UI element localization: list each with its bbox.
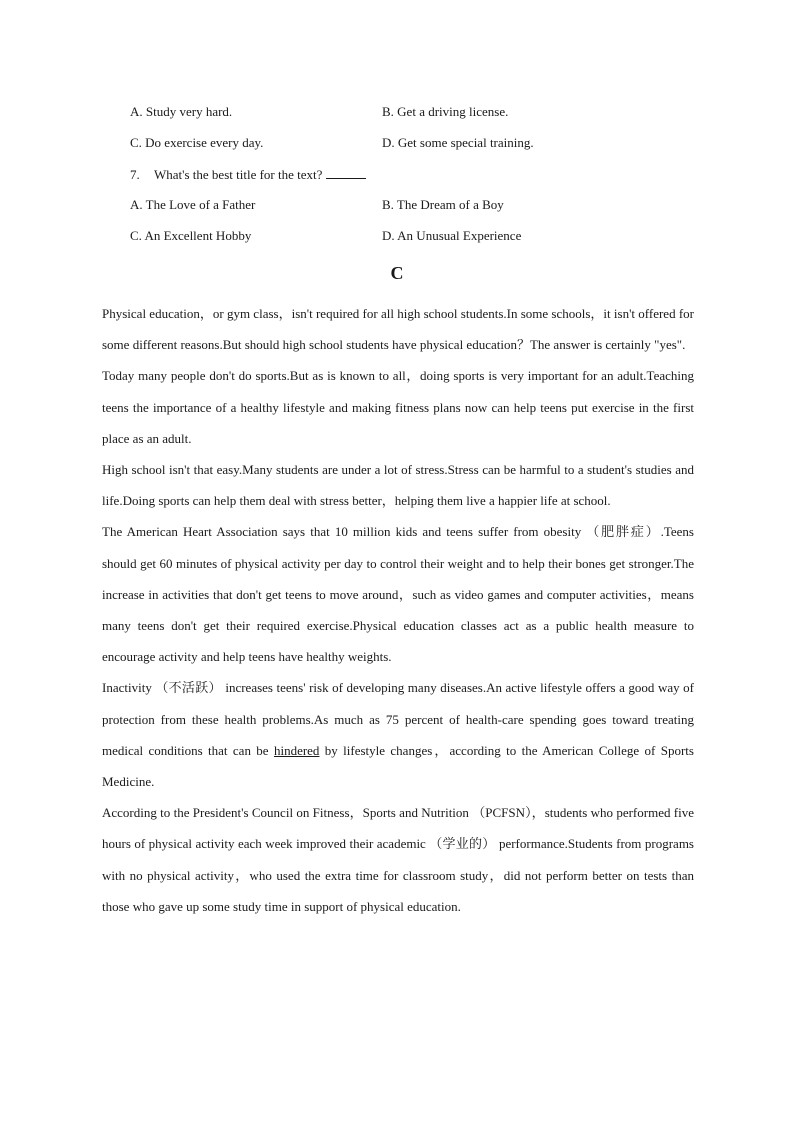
- paragraph-5-part-2: by lifestyle changes，according to the American College of Sports Medicine.: [102, 742, 694, 790]
- option-row-q7-ab: [130, 197, 690, 213]
- question-7: [130, 166, 366, 183]
- option-q6-b: B. Get a driving license.: [382, 104, 509, 119]
- paragraph-4: The American Heart Association says that 10 million kids and teens suffer from obesity （肥胖症）.Teens should get 60 minutes of physical activity per day to control their weight and to help their bones get stronger.The increase in activities that don't get teens to move around，such as video games and computer activities，means many teens don't get their required exercise.Physical education classes act as a public health measure to encourage activity and help teens have healthy weights.: [102, 524, 694, 665]
- option-q6-d: D. Get some special training.: [382, 135, 534, 150]
- paragraph-3: High school isn't that easy.Many students are under a lot of stress.Stress can be harmful to a student's studies and life.Doing sports can help them deal with stress better，helping them live a happier life at school.: [102, 462, 694, 509]
- paragraph-2: Today many people don't do sports.But as is known to all，doing sports is very important for an adult.Teaching teens the importance of a healthy lifestyle and making fitness plans now can help teens put exercise in the first place as an adult.: [102, 368, 694, 446]
- paragraph-5: [102, 672, 694, 797]
- option-q7-c: C. An Excellent Hobby: [130, 228, 252, 243]
- question-7-number: 7.: [130, 167, 140, 182]
- option-row-q7-cd: [130, 228, 690, 244]
- paragraph-1: Physical education，or gym class，isn't required for all high school students.In some schools，it isn't offered for some different reasons.But should high school students have physical education？The answer is certainly "yes".: [102, 306, 694, 353]
- option-q6-a: A. Study very hard.: [130, 104, 233, 119]
- option-q6-c: C. Do exercise every day.: [130, 135, 264, 150]
- answer-blank: [326, 166, 366, 179]
- paragraph-6: According to the President's Council on Fitness，Sports and Nutrition （PCFSN），students who performed five hours of physical activity each week improved their academic （学业的） performance.Students from programs with no physical activity，who used the extra time for classroom study，did not perform better on tests than those who gave up some study time in support of physical education.: [102, 805, 694, 914]
- section-title: C: [390, 263, 404, 283]
- option-row-q6-cd: [130, 135, 690, 151]
- option-q7-a: A. The Love of a Father: [130, 197, 256, 212]
- option-row-q6-ab: [130, 104, 690, 120]
- option-q7-b: B. The Dream of a Boy: [382, 197, 504, 212]
- question-7-text: What's the best title for the text?: [154, 167, 323, 182]
- underlined-word: hindered: [273, 742, 320, 758]
- paragraph-5-part-1: Inactivity （不活跃） increases teens' risk of developing many diseases.An active lifestyle offers a good way of protection from these health problems.As much as 75 percent of health-care spending goes toward treating medical conditions that can be: [102, 680, 694, 758]
- option-q7-d: D. An Unusual Experience: [382, 228, 522, 243]
- reading-passage: [102, 298, 694, 922]
